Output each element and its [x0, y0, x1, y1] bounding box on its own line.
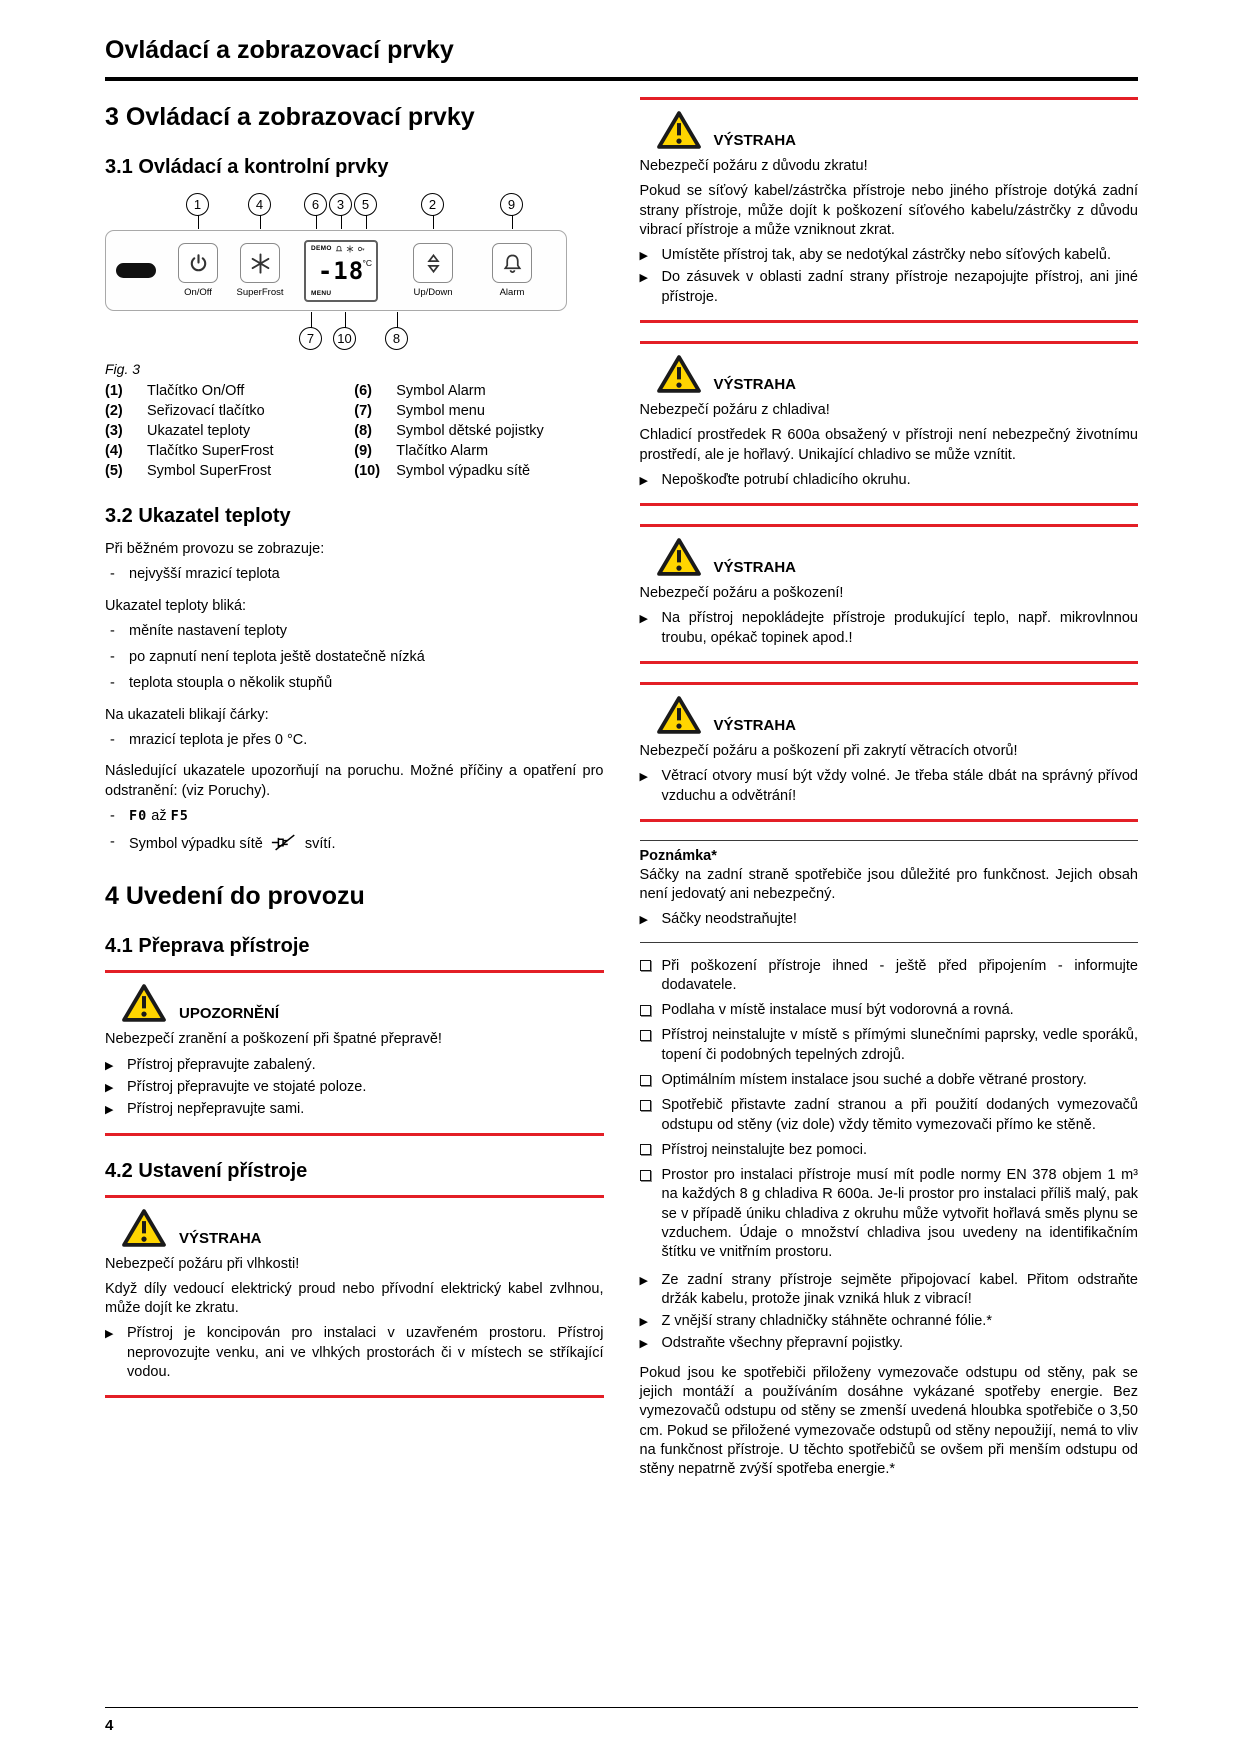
closing-paragraph: Pokud jsou ke spotřebiči přiloženy vymezovače odstupu od stěny, pak se jejich montáží a používáním dosáhne vykázané spotřeby energie. Bez vymezovačů odstupu od stěny se zmenší uvedená hloubka spotřebiče o 3,50 cm. Pokud se přiložené vymezovače odstupů od stěny nepoužijí, nemá to vliv na funkčnost přístroje. U těchto spotřebičů se ovšem při menším odstupu od stěny nepatrně zvýší spotřeba energie.* [639, 1364, 1138, 1478]
footer-rule [105, 1707, 1138, 1708]
fault-code-from: F0 [129, 807, 148, 824]
figure-caption: Fig. 3 [105, 361, 141, 377]
dash-bullet: - [110, 731, 115, 748]
legend-item: (5) Symbol SuperFrost [105, 463, 272, 479]
checkbox-icon [640, 1075, 651, 1086]
instruction-item: ▶ Přístroj přepravujte zabalený. [105, 1056, 604, 1075]
warning-label: VÝSTRAHA [713, 559, 797, 577]
warning-box-vents [640, 682, 1139, 822]
arrow-bullet-icon: ▶ [105, 1059, 114, 1072]
instruction-item: ▶ Sáčky neodstraňujte! [640, 910, 1139, 929]
checklist-item: Prostor pro instalaci přístroje musí mít podle normy EN 378 objem 1 m³ na každých 8 g chladiva R 600a. Je-li prostor pro instalaci příliš malý, pak se v případě úniku chladiva z okruhu může vytvořit hořlavá směs plynu se vzduchem. Údaje o množství chladiva jsou uvedeny na identifikačním štítku ve vnitřním prostoru. [640, 1166, 1139, 1262]
note-title: Poznámka* [639, 847, 717, 864]
control-panel-figure [105, 193, 567, 357]
paragraph: Následující ukazatele upozorňují na poruchu. Možné příčiny a opatření pro odstranění: (viz Poruchy). [105, 763, 604, 799]
warning-label: VÝSTRAHA [713, 375, 797, 393]
callout-3: 3 [329, 193, 352, 216]
warning-triangle-icon [656, 110, 702, 150]
arrow-bullet-icon: ▶ [639, 272, 648, 285]
legend-item: (10) Symbol výpadku sítě [354, 463, 531, 479]
onoff-button [178, 243, 218, 283]
callout-9: 9 [500, 193, 523, 216]
step-item: ▶ Odstraňte všechny přepravní pojistky. [640, 1334, 1139, 1353]
power-failure-item: - Symbol výpadku sítě svítí. [105, 833, 604, 854]
dash-item: - mrazicí teplota je přes 0 °C. [105, 731, 604, 750]
warning-triangle-icon [656, 695, 702, 735]
warning-intro: Nebezpečí požáru a poškození při zakrytí větracích otvorů! [639, 742, 1018, 759]
instruction-item: ▶ Přístroj nepřepravujte sami. [105, 1100, 604, 1119]
warning-intro: Nebezpečí zranění a poškození při špatné přepravě! [105, 1031, 442, 1048]
legend-item: (8) Symbol dětské pojistky [354, 423, 544, 439]
alarm-group [490, 243, 534, 298]
fault-code-sep: až [151, 807, 167, 824]
arrow-bullet-icon: ▶ [639, 613, 648, 626]
alarm-bell-mini-icon [335, 245, 343, 253]
instruction-item: ▶ Větrací otvory musí být vždy volné. Je třeba stále dbát na správný přívod vzduchu a odvětrání! [640, 767, 1139, 806]
dash-bullet: - [110, 566, 115, 583]
dash-item: - měníte nastavení teploty [105, 622, 604, 641]
instruction-item: ▶ Přístroj přepravujte ve stojaté poloze. [105, 1078, 604, 1097]
warning-intro: Nebezpečí požáru z důvodu zkratu! [639, 158, 868, 174]
dash-bullet: - [110, 649, 115, 666]
updown-label: Up/Down [413, 287, 453, 298]
legend-left-column [105, 381, 354, 481]
step-item: ▶ Z vnější strany chladničky stáhněte ochranné fólie.* [640, 1312, 1139, 1331]
arrow-bullet-icon: ▶ [639, 1316, 648, 1329]
page-number: 4 [105, 1717, 114, 1734]
instruction-item: ▶ Do zásuvek v oblasti zadní strany přístroje nezapojujte přístroj, ani jiné přístroje. [640, 268, 1139, 307]
callout-7: 7 [299, 327, 322, 350]
step-item: ▶ Ze zadní strany přístroje sejměte připojovací kabel. Přitom odstraňte držák kabelu, protože jinak vzniká hluk z vibrací! [640, 1271, 1139, 1310]
arrow-bullet-icon: ▶ [639, 250, 648, 263]
dash-bullet: - [110, 675, 115, 692]
display-value: -18 [317, 256, 365, 285]
warning-triangle-icon [121, 983, 167, 1023]
alarm-label: Alarm [499, 287, 525, 298]
warning-label: VÝSTRAHA [713, 716, 797, 734]
arrow-bullet-icon: ▶ [105, 1081, 114, 1094]
callout-10: 10 [333, 327, 356, 350]
checklist-item: Optimálním místem instalace jsou suché a dobře větrané prostory. [640, 1071, 1139, 1090]
legend-item: (6) Symbol Alarm [354, 383, 486, 399]
note-box [640, 840, 1139, 943]
checkbox-icon [640, 960, 651, 971]
display-unit: °C [362, 257, 372, 268]
checklist-item: Při poškození přístroje ihned - ještě před připojením - informujte dodavatele. [640, 957, 1139, 996]
bell-icon [501, 252, 524, 275]
figure-legend [105, 381, 604, 481]
alarm-button [492, 243, 532, 283]
legend-item: (3) Ukazatel teploty [105, 423, 251, 439]
onoff-group [176, 243, 220, 298]
callout-2: 2 [421, 193, 444, 216]
warning-intro: Nebezpečí požáru z chladiva! [639, 401, 830, 418]
dash-bullet: - [110, 622, 115, 639]
arrow-bullet-icon: ▶ [639, 474, 648, 487]
superfrost-label: SuperFrost [236, 287, 284, 298]
arrow-bullet-icon: ▶ [105, 1328, 114, 1341]
menu-label: MENU [311, 289, 332, 297]
child-lock-mini-icon [357, 245, 365, 253]
arrow-bullet-icon: ▶ [639, 1274, 648, 1287]
warning-label: VÝSTRAHA [179, 1229, 262, 1247]
fault-code-to: F5 [170, 807, 189, 824]
warning-triangle-icon [121, 1208, 167, 1248]
checkbox-icon [640, 1030, 651, 1041]
callout-6: 6 [304, 193, 327, 216]
arrow-bullet-icon: ▶ [639, 771, 648, 784]
warning-box-refrigerant [640, 341, 1139, 506]
power-icon [187, 252, 210, 275]
legend-item: (2) Seřizovací tlačítko [105, 403, 265, 419]
callout-1: 1 [186, 193, 209, 216]
instruction-item: ▶ Přístroj je koncipován pro instalaci v uzavřeném prostoru. Přístroj neprovozujte venku, ani ve vlhkých prostorách či v místech se stříkající vodou. [105, 1324, 604, 1382]
superfrost-button [240, 243, 280, 283]
updown-button [413, 243, 453, 283]
updown-group [408, 243, 458, 298]
section-3-heading: 3 Ovládací a zobrazovací prvky [105, 103, 475, 131]
warning-label: UPOZORNĚNÍ [179, 1005, 280, 1023]
instruction-item: ▶ Na přístroj nepokládejte přístroje produkující teplo, např. mikrovlnnou troubu, opékač topinek apod.! [640, 609, 1139, 648]
fault-codes-item [105, 807, 604, 826]
dash-bullet: - [110, 807, 115, 824]
onoff-label: On/Off [184, 287, 212, 298]
legend-right-column [354, 381, 603, 481]
brand-plate [116, 263, 156, 278]
warning-label: VÝSTRAHA [713, 132, 797, 149]
dash-item: - po zapnutí není teplota ještě dostatečně nízká [105, 648, 604, 667]
note-body: Sáčky na zadní straně spotřebiče jsou důležité pro funkčnost. Jejich obsah není jedovatý ani nebezpečný. [639, 866, 1138, 903]
instruction-item: ▶ Umístěte přístroj tak, aby se nedotýkal zástrčky nebo síťových kabelů. [640, 246, 1139, 265]
arrow-bullet-icon: ▶ [639, 1338, 648, 1351]
warning-body: Když díly vedoucí elektrický proud nebo přívodní elektrický kabel zvlhnou, může dojít ke zkratu. [105, 1280, 604, 1317]
control-panel [105, 230, 567, 311]
section-3-2-heading: 3.2 Ukazatel teploty [105, 505, 291, 527]
warning-intro: Nebezpečí požáru a poškození! [639, 585, 844, 602]
dash-item: - teplota stoupla o několik stupňů [105, 674, 604, 693]
legend-item: (4) Tlačítko SuperFrost [105, 443, 274, 459]
warning-box-transport [105, 970, 604, 1135]
checkbox-icon [640, 1005, 651, 1016]
legend-item: (1) Tlačítko On/Off [105, 383, 245, 399]
up-down-arrows-icon [422, 252, 445, 275]
page-header [105, 30, 1138, 81]
warning-triangle-icon [656, 354, 702, 394]
warning-box-humidity [105, 1195, 604, 1399]
demo-label: DEMO [311, 245, 332, 252]
callout-8: 8 [385, 327, 408, 350]
checklist-item: Podlaha v místě instalace musí být vodorovná a rovná. [640, 1001, 1139, 1020]
legend-item: (7) Symbol menu [354, 403, 485, 419]
superfrost-group [234, 243, 286, 298]
warning-intro: Nebezpečí požáru při vlhkosti! [105, 1255, 300, 1272]
warning-body: Pokud se síťový kabel/zástrčka přístroje nebo jiného přístroje dotýká zadní strany přístroje, může dojít k poškození síťového kabelu/zástrčky z důvodu vibrací přístroje a může vzniknout zkrat. [639, 183, 1138, 238]
paragraph: Ukazatel teploty bliká: [105, 597, 247, 614]
snowflake-icon [249, 252, 272, 275]
warning-box-heat [640, 524, 1139, 664]
section-4-2-heading: 4.2 Ustavení přístroje [105, 1159, 308, 1182]
snowflake-mini-icon [346, 245, 354, 253]
right-column [640, 97, 1139, 1485]
page-footer [105, 1707, 1138, 1734]
checklist-item: Spotřebič přistavte zadní stranou a při použití dodaných vymezovačů odstupu od stěny (viz dole) vždy těmito vymezovači přímo ke stěně. [640, 1096, 1139, 1135]
legend-item: (9) Tlačítko Alarm [354, 443, 489, 459]
left-column [105, 97, 604, 1416]
arrow-bullet-icon: ▶ [105, 1104, 114, 1117]
section-3-1-heading: 3.1 Ovládací a kontrolní prvky [105, 156, 389, 178]
checklist-item: Přístroj neinstalujte v místě s přímými slunečními paprsky, vedle sporáků, topení či podobných tepelných zdrojů. [640, 1026, 1139, 1065]
power-failure-icon [270, 833, 298, 852]
checkbox-icon [640, 1100, 651, 1111]
arrow-bullet-icon: ▶ [639, 914, 648, 927]
callout-5: 5 [354, 193, 377, 216]
warning-triangle-icon [656, 537, 702, 577]
warning-box-short-circuit [640, 97, 1139, 323]
checklist-item: Přístroj neinstalujte bez pomoci. [640, 1141, 1139, 1160]
paragraph: Na ukazateli blikají čárky: [105, 706, 269, 723]
instruction-item: ▶ Nepoškoďte potrubí chladicího okruhu. [640, 471, 1139, 490]
section-4-heading: 4 Uvedení do provozu [105, 882, 365, 911]
checkbox-icon [640, 1170, 651, 1181]
dash-item: - nejvyšší mrazicí teplota [105, 565, 604, 584]
temperature-display [304, 240, 378, 302]
warning-body: Chladicí prostředek R 600a obsažený v přístroji není nebezpečný životnímu prostředí, ale je hořlavý. Unikající chladivo se může vznítit. [639, 427, 1138, 463]
checkbox-icon [640, 1144, 651, 1155]
callout-4: 4 [248, 193, 271, 216]
dash-bullet: - [110, 834, 115, 851]
paragraph: Při běžném provozu se zobrazuje: [105, 541, 325, 557]
section-4-1-heading: 4.1 Přeprava přístroje [105, 935, 310, 958]
page-title: Ovládací a zobrazovací prvky [105, 36, 454, 64]
